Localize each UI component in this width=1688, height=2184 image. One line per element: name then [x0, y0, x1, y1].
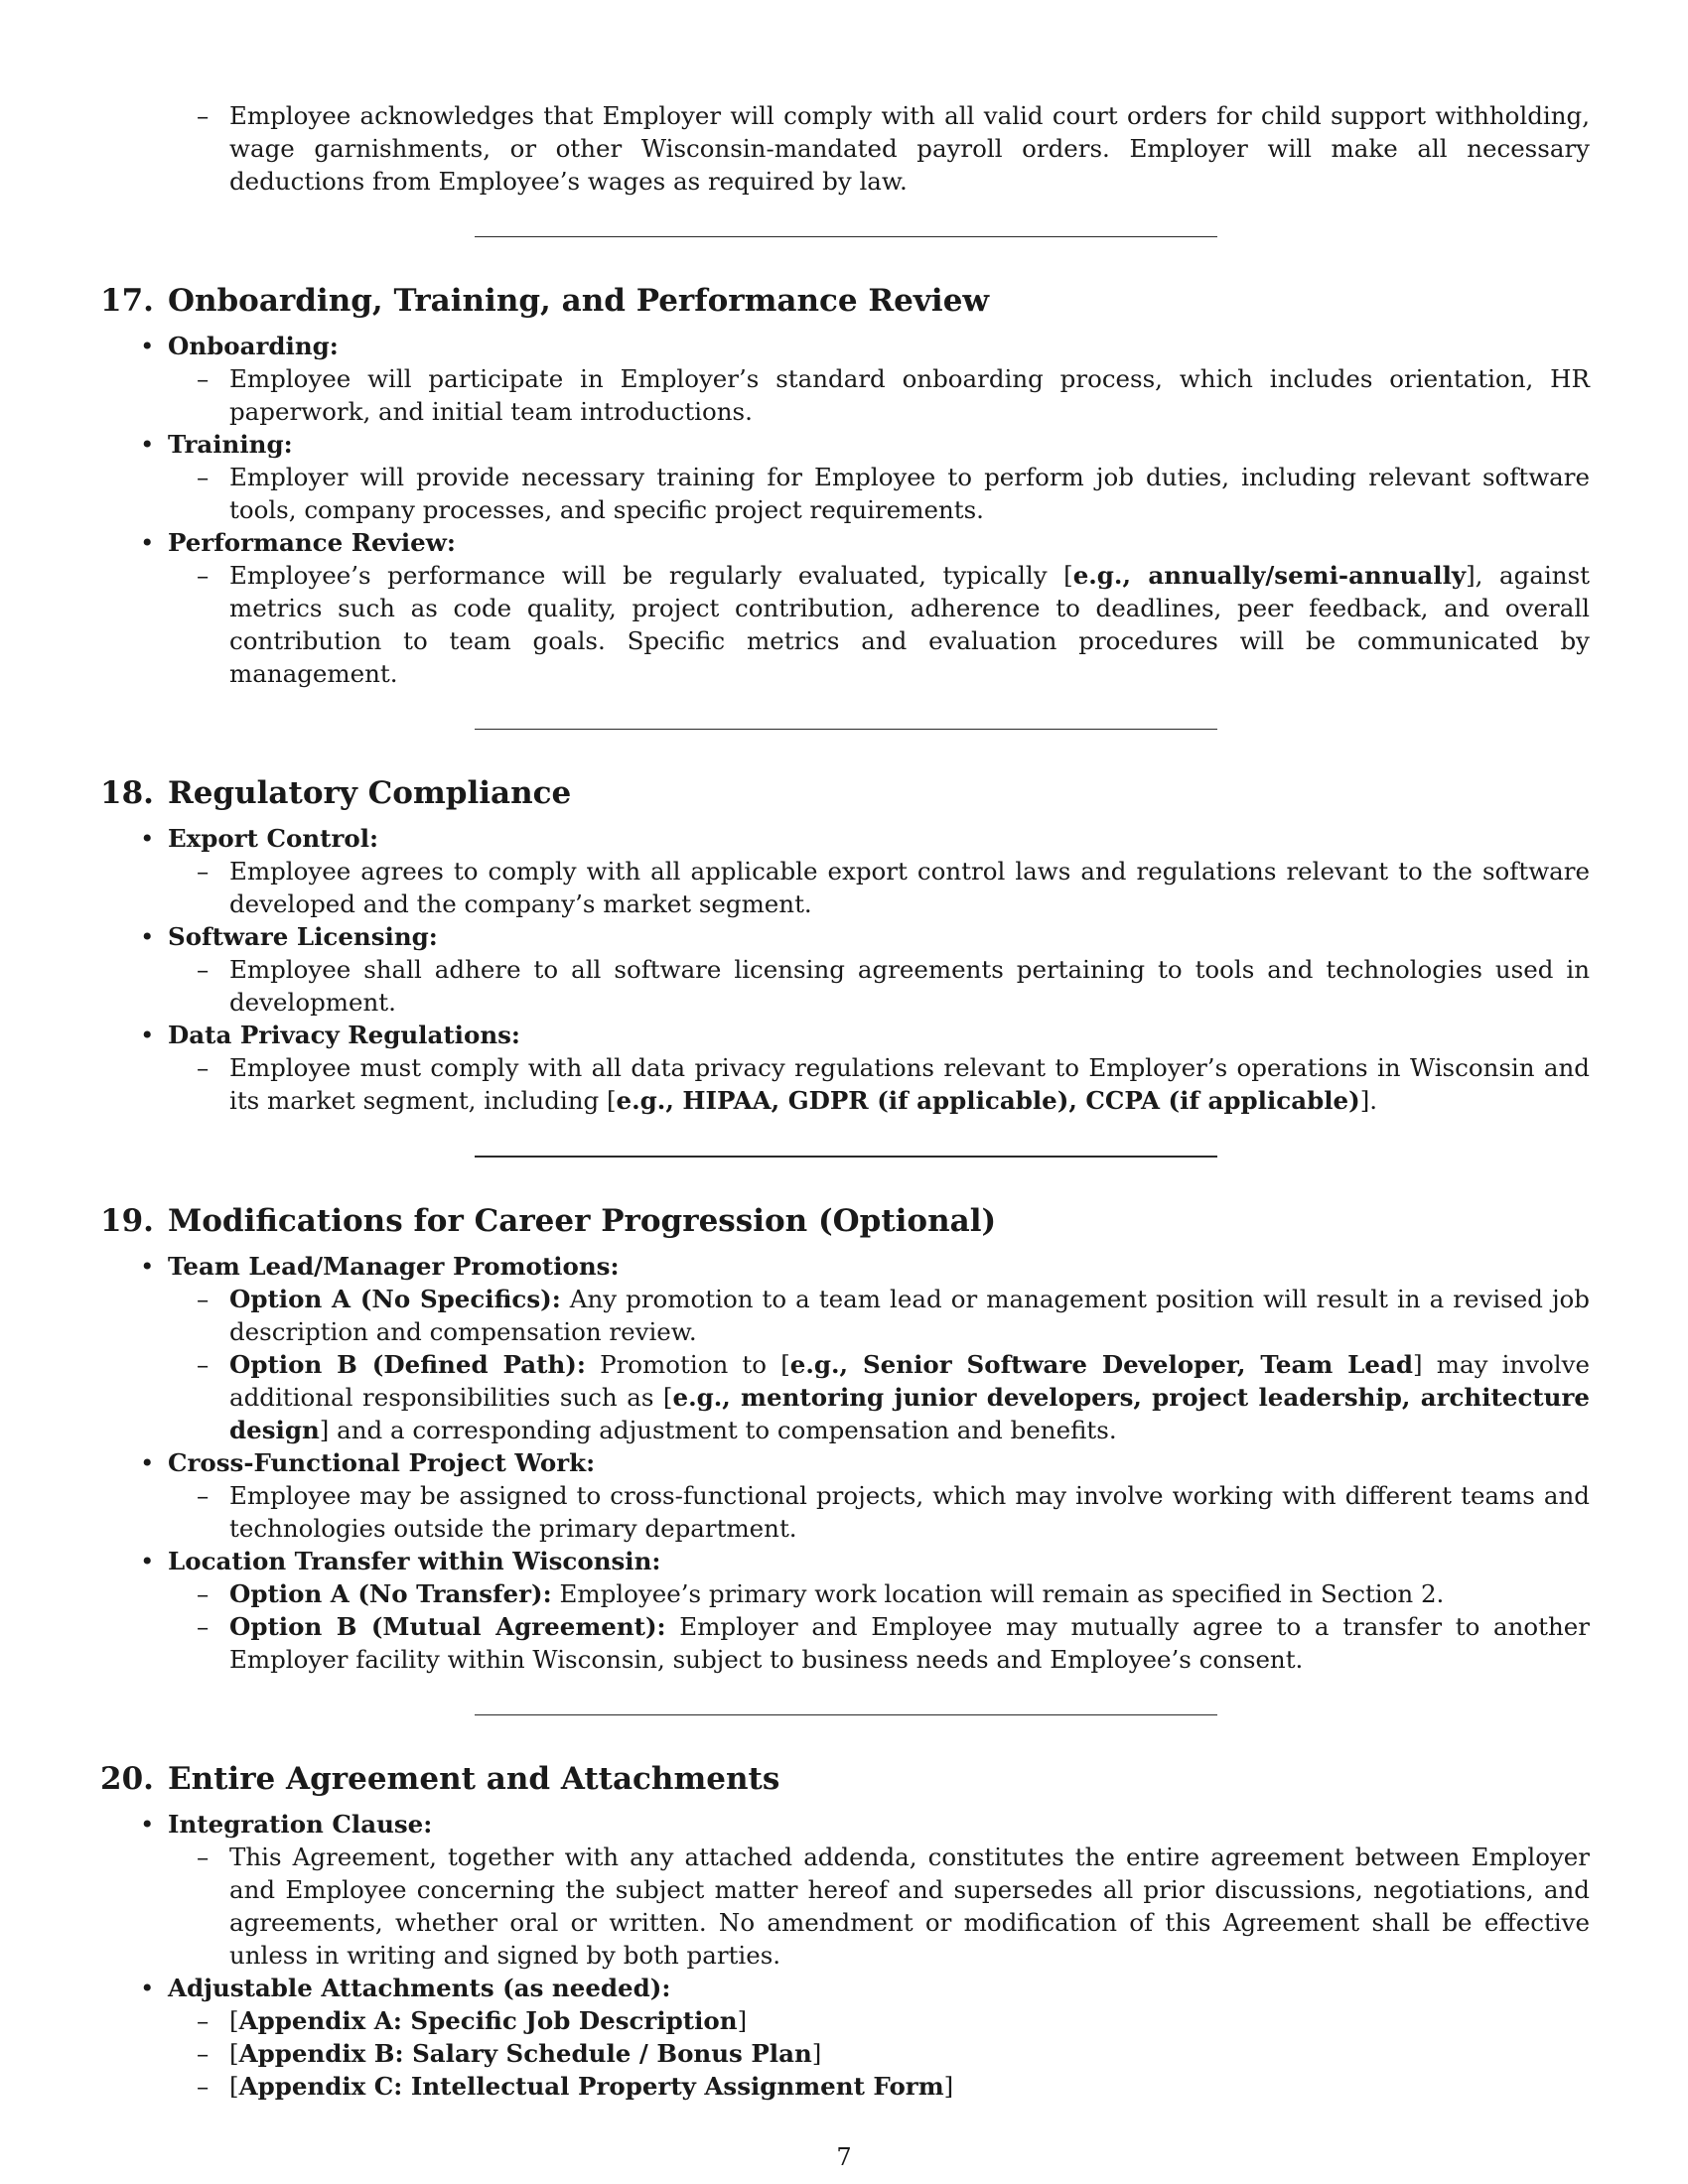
- dash-marker: –: [197, 2039, 210, 2068]
- body-text: ] may involve additional responsibilities such as [: [229, 1350, 1590, 1412]
- dash-marker: –: [197, 955, 210, 984]
- sub-list: [168, 461, 1590, 526]
- bullet-item: [100, 1808, 1590, 1972]
- section-18: [100, 773, 1590, 1117]
- bullet-label: Integration Clause:: [168, 1810, 433, 1839]
- section-heading: [100, 1759, 1590, 1799]
- sub-list: [168, 362, 1590, 428]
- section-title: Entire Agreement and Attachments: [167, 1761, 780, 1797]
- dash-marker: –: [197, 561, 210, 590]
- body-text: ]: [943, 2072, 954, 2101]
- dash-marker: –: [197, 1285, 210, 1313]
- bullet-item: [100, 920, 1590, 1019]
- sub-list: [168, 1051, 1590, 1117]
- sub-item: [100, 2070, 1590, 2103]
- sub-list: [168, 1577, 1590, 1676]
- body-text: Employee’s performance will be regularly evaluated, typically [: [229, 561, 1073, 590]
- dash-marker: –: [197, 463, 210, 491]
- bullet-item: [100, 822, 1590, 920]
- sub-list: [168, 953, 1590, 1019]
- section-title: Regulatory Compliance: [167, 775, 572, 811]
- sub-item: [100, 953, 1590, 1019]
- bullet-label: Training:: [168, 430, 293, 459]
- bullet-item: [100, 428, 1590, 526]
- bullet-marker: •: [140, 1547, 155, 1575]
- section-number: 20.: [100, 1761, 154, 1797]
- bullet-marker: •: [140, 1021, 155, 1049]
- bullet-item: [100, 1972, 1590, 2103]
- bold-text: Option A (No Transfer):: [229, 1579, 552, 1608]
- dash-marker: –: [197, 1579, 210, 1608]
- body-text: Employee shall adhere to all software licensing agreements pertaining to tools and technologies used in development.: [229, 955, 1590, 1017]
- document-content: [100, 99, 1590, 2103]
- dash-marker: –: [197, 1053, 210, 1082]
- section-20: [100, 1759, 1590, 2103]
- dash-marker: –: [197, 1481, 210, 1510]
- body-text: This Agreement, together with any attached addenda, constitutes the entire agreement between Employer and Employee concerning the subject matter hereof and supersedes all prior discussions, negotiations, and agreements, whether oral or written. No amendment or modification of this Agreement shall be effective unless in writing and signed by both parties.: [229, 1843, 1590, 1970]
- bold-text: Option B (Defined Path):: [229, 1350, 586, 1379]
- bold-text: Option A (No Specifics):: [229, 1285, 561, 1313]
- bullet-list: [100, 822, 1590, 1117]
- section-heading: [100, 773, 1590, 813]
- body-text: Employer will provide necessary training for Employee to perform job duties, including relevant software tools, company processes, and specific project requirements.: [229, 463, 1590, 524]
- body-text: Employee will participate in Employer’s standard onboarding process, which includes orientation, HR paperwork, and initial team introductions.: [229, 364, 1590, 426]
- section-title: Modifications for Career Progression (Optional): [167, 1203, 997, 1239]
- bold-text: e.g., mentoring junior developers, project leadership, architecture design: [229, 1383, 1590, 1444]
- section-divider: [475, 1714, 1217, 1715]
- body-text: Employer and Employee may mutually agree to a transfer to another Employer facility within Wisconsin, subject to business needs and Employee’s consent.: [229, 1612, 1590, 1674]
- sub-item: [100, 1051, 1590, 1117]
- sub-item: [100, 1577, 1590, 1610]
- bullet-marker: •: [140, 1252, 155, 1281]
- body-text: ].: [1359, 1086, 1378, 1115]
- bullet-label: Export Control:: [168, 824, 379, 853]
- dash-marker: –: [197, 2006, 210, 2035]
- dash-marker: –: [197, 364, 210, 393]
- dash-marker: –: [197, 1350, 210, 1379]
- body-text: [: [229, 2072, 239, 2101]
- bullet-marker: •: [140, 1810, 155, 1839]
- body-text: [: [229, 2039, 239, 2068]
- bold-text: e.g., HIPAA, GDPR (if applicable), CCPA (if applicable): [616, 1086, 1360, 1115]
- sub-list: [168, 855, 1590, 920]
- bullet-list: [100, 1250, 1590, 1676]
- bullet-item: [100, 330, 1590, 428]
- sub-item: [100, 1841, 1590, 1972]
- bold-text: Appendix C: Intellectual Property Assignment Form: [238, 2072, 944, 2101]
- sub-item: [100, 2004, 1590, 2037]
- bullet-marker: •: [140, 430, 155, 459]
- bullet-label: Team Lead/Manager Promotions:: [168, 1252, 620, 1281]
- bold-text: Appendix A: Specific Job Description: [238, 2006, 738, 2035]
- bullet-item: [100, 1446, 1590, 1545]
- sub-item: [100, 559, 1590, 690]
- bullet-marker: •: [140, 1974, 155, 2002]
- bullet-item: [100, 1019, 1590, 1117]
- bullet-marker: •: [140, 528, 155, 557]
- bullet-item: [100, 526, 1590, 690]
- dash-marker: –: [197, 101, 210, 130]
- bullet-label: Performance Review:: [168, 528, 456, 557]
- section-number: 17.: [100, 283, 154, 319]
- body-text: ] and a corresponding adjustment to compensation and benefits.: [319, 1416, 1117, 1444]
- body-text: Promotion to [: [585, 1350, 790, 1379]
- body-text: ], against metrics such as code quality, project contribution, adherence to deadlines, peer feedback, and overall contribution to team goals. Specific metrics and evaluation procedures will be communicated by management.: [229, 561, 1590, 688]
- bold-text: e.g., Senior Software Developer, Team Lead: [789, 1350, 1413, 1379]
- bullet-marker: •: [140, 332, 155, 360]
- body-text: ]: [811, 2039, 822, 2068]
- dash-marker: –: [197, 1843, 210, 1871]
- dash-marker: –: [197, 1612, 210, 1641]
- bold-text: e.g., annually/semi-annually: [1072, 561, 1467, 590]
- sub-item: [100, 1283, 1590, 1348]
- sub-item: [100, 1479, 1590, 1545]
- body-text: [: [229, 2006, 239, 2035]
- bullet-label: Data Privacy Regulations:: [168, 1021, 520, 1049]
- body-text: Employee may be assigned to cross-functional projects, which may involve working with different teams and technologies outside the primary department.: [229, 1481, 1590, 1543]
- body-text: Any promotion to a team lead or management position will result in a revised job description and compensation review.: [229, 1285, 1590, 1346]
- sub-item: [100, 1610, 1590, 1676]
- section-number: 18.: [100, 775, 154, 811]
- bullet-label: Location Transfer within Wisconsin:: [168, 1547, 661, 1575]
- sub-list: [168, 1841, 1590, 1972]
- section-divider: [475, 1156, 1217, 1158]
- sub-list: [168, 1479, 1590, 1545]
- bold-text: Option B (Mutual Agreement):: [229, 1612, 666, 1641]
- sections-container: [100, 236, 1590, 2103]
- bullet-item: [100, 1545, 1590, 1676]
- bullet-marker: •: [140, 922, 155, 951]
- bullet-marker: •: [140, 1448, 155, 1477]
- bullet-label: Cross-Functional Project Work:: [168, 1448, 596, 1477]
- bold-text: Appendix B: Salary Schedule / Bonus Plan: [238, 2039, 812, 2068]
- bullet-label: Onboarding:: [168, 332, 339, 360]
- bullet-list: [100, 1808, 1590, 2103]
- sub-item: [100, 362, 1590, 428]
- sub-list: [168, 559, 1590, 690]
- intro-text: Employee acknowledges that Employer will comply with all valid court orders for child support withholding, wage garnishments, or other Wisconsin-mandated payroll orders. Employer will make all necessary deductions from Employee’s wages as required by law.: [229, 101, 1590, 196]
- intro-item: [100, 99, 1590, 198]
- body-text: ]: [737, 2006, 748, 2035]
- section-title: Onboarding, Training, and Performance Review: [167, 283, 990, 319]
- bullet-marker: •: [140, 824, 155, 853]
- sub-item: [100, 855, 1590, 920]
- section-19: [100, 1201, 1590, 1676]
- sub-item: [100, 1348, 1590, 1446]
- bullet-label: Software Licensing:: [168, 922, 438, 951]
- body-text: Employee agrees to comply with all applicable export control laws and regulations relevant to the software developed and the company’s market segment.: [229, 857, 1590, 918]
- body-text: Employee must comply with all data privacy regulations relevant to Employer’s operations in Wisconsin and its market segment, including [: [229, 1053, 1590, 1115]
- section-divider: [475, 729, 1217, 730]
- bullet-list: [100, 330, 1590, 690]
- sub-list: [168, 2004, 1590, 2103]
- dash-marker: –: [197, 857, 210, 886]
- dash-marker: –: [197, 2072, 210, 2101]
- sub-item: [100, 461, 1590, 526]
- page-number: 7: [836, 2143, 852, 2171]
- sub-item: [100, 2037, 1590, 2070]
- sub-list: [168, 1283, 1590, 1446]
- section-divider: [475, 236, 1217, 237]
- section-17: [100, 281, 1590, 690]
- bullet-label: Adjustable Attachments (as needed):: [168, 1974, 671, 2002]
- section-heading: [100, 1201, 1590, 1241]
- section-number: 19.: [100, 1203, 154, 1239]
- section-heading: [100, 281, 1590, 321]
- body-text: Employee’s primary work location will remain as specified in Section 2.: [551, 1579, 1445, 1608]
- bullet-item: [100, 1250, 1590, 1446]
